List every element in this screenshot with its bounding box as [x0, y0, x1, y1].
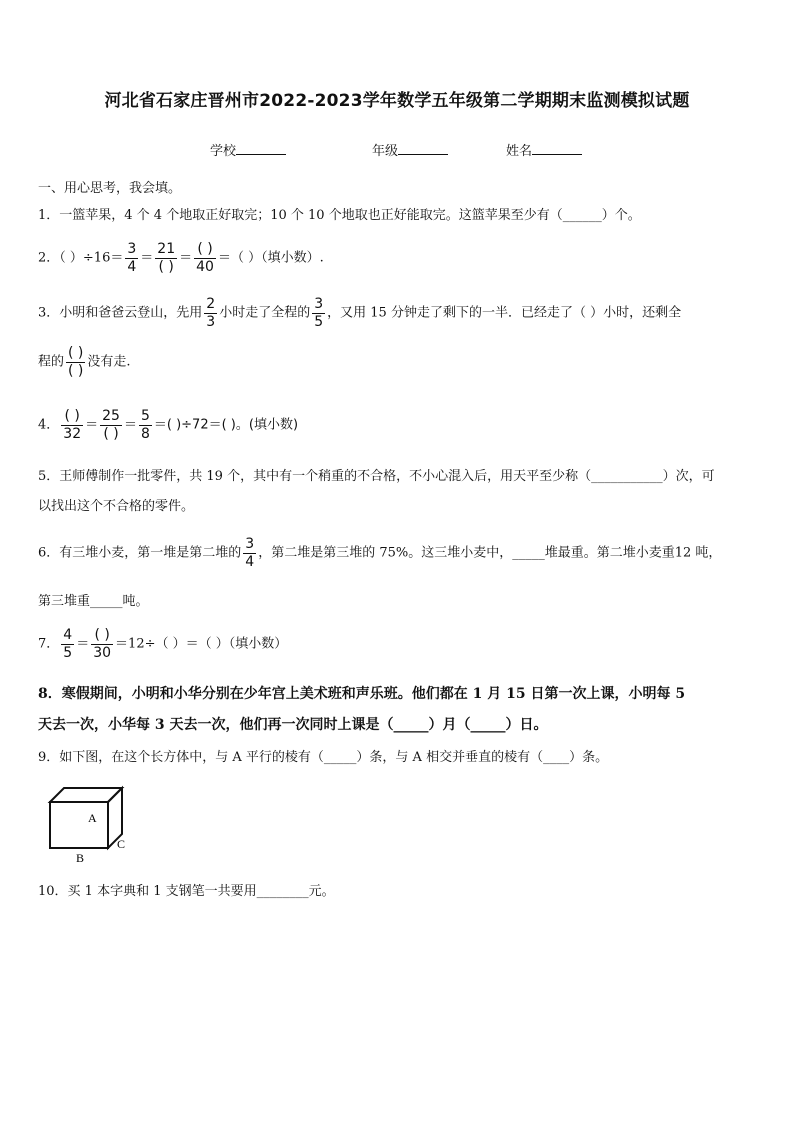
q4-f3-numerator: 5 [140, 408, 150, 424]
q4-fraction-3 [139, 409, 152, 441]
school-field [210, 140, 286, 159]
q2-f1-numerator: 3 [127, 241, 137, 257]
q4-f3-denominator: 8 [140, 425, 150, 442]
q4-equals-2: ＝ [123, 417, 137, 433]
cuboid-front-face [50, 802, 108, 848]
name-field [506, 140, 582, 159]
question-7 [38, 628, 287, 660]
q4-f1-denominator: 32 [63, 425, 82, 442]
label-b: B [76, 851, 85, 865]
q7-prefix: 7． [38, 636, 60, 652]
question-9: 9．如下图，在这个长方体中，与 A 平行的棱有（_____）条，与 A 相交并垂直的棱有（____）条。 [38, 750, 609, 765]
q2-f2-denominator[interactable]: ( ) [158, 258, 174, 275]
question-8-line-2: 天去一次，小华每 3 天去一次，他们再一次同时上课是（_____）月（_____）日。 [38, 717, 548, 733]
q2-fraction-2 [155, 242, 177, 274]
q2-f2-numerator: 21 [157, 241, 176, 257]
school-label: 学校 [210, 144, 237, 159]
q6-numerator: 3 [245, 536, 255, 552]
q4-equals-1: ＝ [85, 417, 99, 433]
grade-field [372, 140, 448, 159]
q7-f1-denominator: 5 [63, 644, 73, 661]
question-5-line-1: 5．王师傅制作一批零件，共 19 个，其中有一个稍重的不合格，不小心混入后，用天平至少称（___________）次，可 [38, 469, 715, 484]
q7-suffix: ＝12÷（ ）＝（ ）（填小数） [115, 636, 288, 652]
question-2 [38, 242, 324, 274]
grade-label: 年级 [372, 144, 399, 159]
q7-f1-numerator: 4 [63, 627, 73, 643]
q4-f1-numerator[interactable]: ( ) [64, 408, 80, 424]
q7-f2-denominator: 30 [93, 644, 112, 661]
section-heading: 一、用心思考，我会填。 [38, 181, 182, 196]
q3-fraction-2 [312, 297, 325, 329]
q3-fraction-1 [204, 297, 217, 329]
q4-f2-numerator: 25 [102, 408, 120, 424]
q2-f3-denominator: 40 [196, 258, 214, 275]
q3-f1-denominator: 3 [206, 313, 216, 330]
q3-part-3: ，又用 15 分钟走了剩下的一半．已经走了（ ）小时，还剩全 [327, 305, 682, 321]
school-blank[interactable] [236, 153, 286, 155]
q6-denominator: 4 [245, 553, 255, 570]
q3-part-1: 3．小明和爸爸云登山，先用 [38, 305, 203, 321]
page-title: 河北省石家庄晋州市2022-2023学年数学五年级第二学期期末监测模拟试题 [104, 91, 690, 111]
q4-f2-denominator[interactable]: ( ) [103, 425, 119, 442]
question-3 [38, 297, 681, 329]
q3-f2-denominator: 5 [314, 313, 324, 330]
label-a: A [88, 811, 97, 825]
question-8-line-1: 8．寒假期间，小明和小华分别在少年宫上美术班和声乐班。他们都在 1 月 15 日第一次上课，小明每 5 [38, 686, 686, 702]
q3-f3-denominator[interactable]: ( ) [68, 362, 84, 379]
label-c: C [117, 837, 126, 851]
name-blank[interactable] [532, 153, 582, 155]
q4-fraction-1 [61, 409, 83, 441]
question-1: 1．一篮苹果，4 个 4 个地取正好取完；10 个 10 个地取也正好能取完。这篮苹果至少有（______）个。 [38, 208, 641, 223]
grade-blank[interactable] [398, 153, 448, 155]
q7-f2-numerator[interactable]: ( ) [94, 627, 110, 643]
q4-prefix: 4． [38, 417, 60, 433]
q2-suffix: ＝（ ）（填小数）. [217, 250, 324, 266]
question-3-line-2 [38, 346, 131, 378]
q3-line2-prefix: 程的 [38, 354, 65, 370]
q7-fraction-2 [91, 628, 113, 660]
q4-fraction-2 [100, 409, 122, 441]
q2-fraction-3 [194, 242, 216, 274]
q4-suffix: ＝( )÷72＝( )。(填小数) [153, 417, 299, 433]
cuboid-figure [44, 782, 134, 866]
q2-f1-denominator: 4 [127, 258, 137, 275]
q2-equals-1: ＝ [140, 250, 154, 266]
q2-prefix: 2．（ ）÷16＝ [38, 250, 124, 266]
q7-equals-1: ＝ [76, 636, 90, 652]
q6-part-1: 6．有三堆小麦，第一堆是第二堆的 [38, 545, 242, 561]
q2-f3-numerator[interactable]: ( ) [197, 241, 213, 257]
q7-fraction-1 [61, 628, 74, 660]
question-5-line-2: 以找出这个不合格的零件。 [38, 499, 195, 514]
q2-fraction-1 [125, 242, 138, 274]
q3-line2-suffix: 没有走. [87, 354, 131, 370]
q3-f3-numerator[interactable]: ( ) [68, 345, 84, 361]
question-6 [38, 537, 721, 569]
question-6-line-2: 第三堆重_____吨。 [38, 594, 149, 609]
q3-fraction-3[interactable] [66, 346, 85, 378]
q6-fraction [243, 537, 256, 569]
name-label: 姓名 [506, 144, 533, 159]
question-4 [38, 409, 298, 441]
q6-part-2: ，第二堆是第三堆的 75%。这三堆小麦中，_____堆最重。第二堆小麦重12 吨， [258, 545, 722, 561]
q3-f1-numerator: 2 [206, 296, 216, 312]
q3-f2-numerator: 3 [314, 296, 324, 312]
question-10: 10．买 1 本字典和 1 支钢笔一共要用________元。 [38, 884, 335, 899]
q3-part-2: 小时走了全程的 [219, 305, 311, 321]
q2-equals-2: ＝ [179, 250, 193, 266]
